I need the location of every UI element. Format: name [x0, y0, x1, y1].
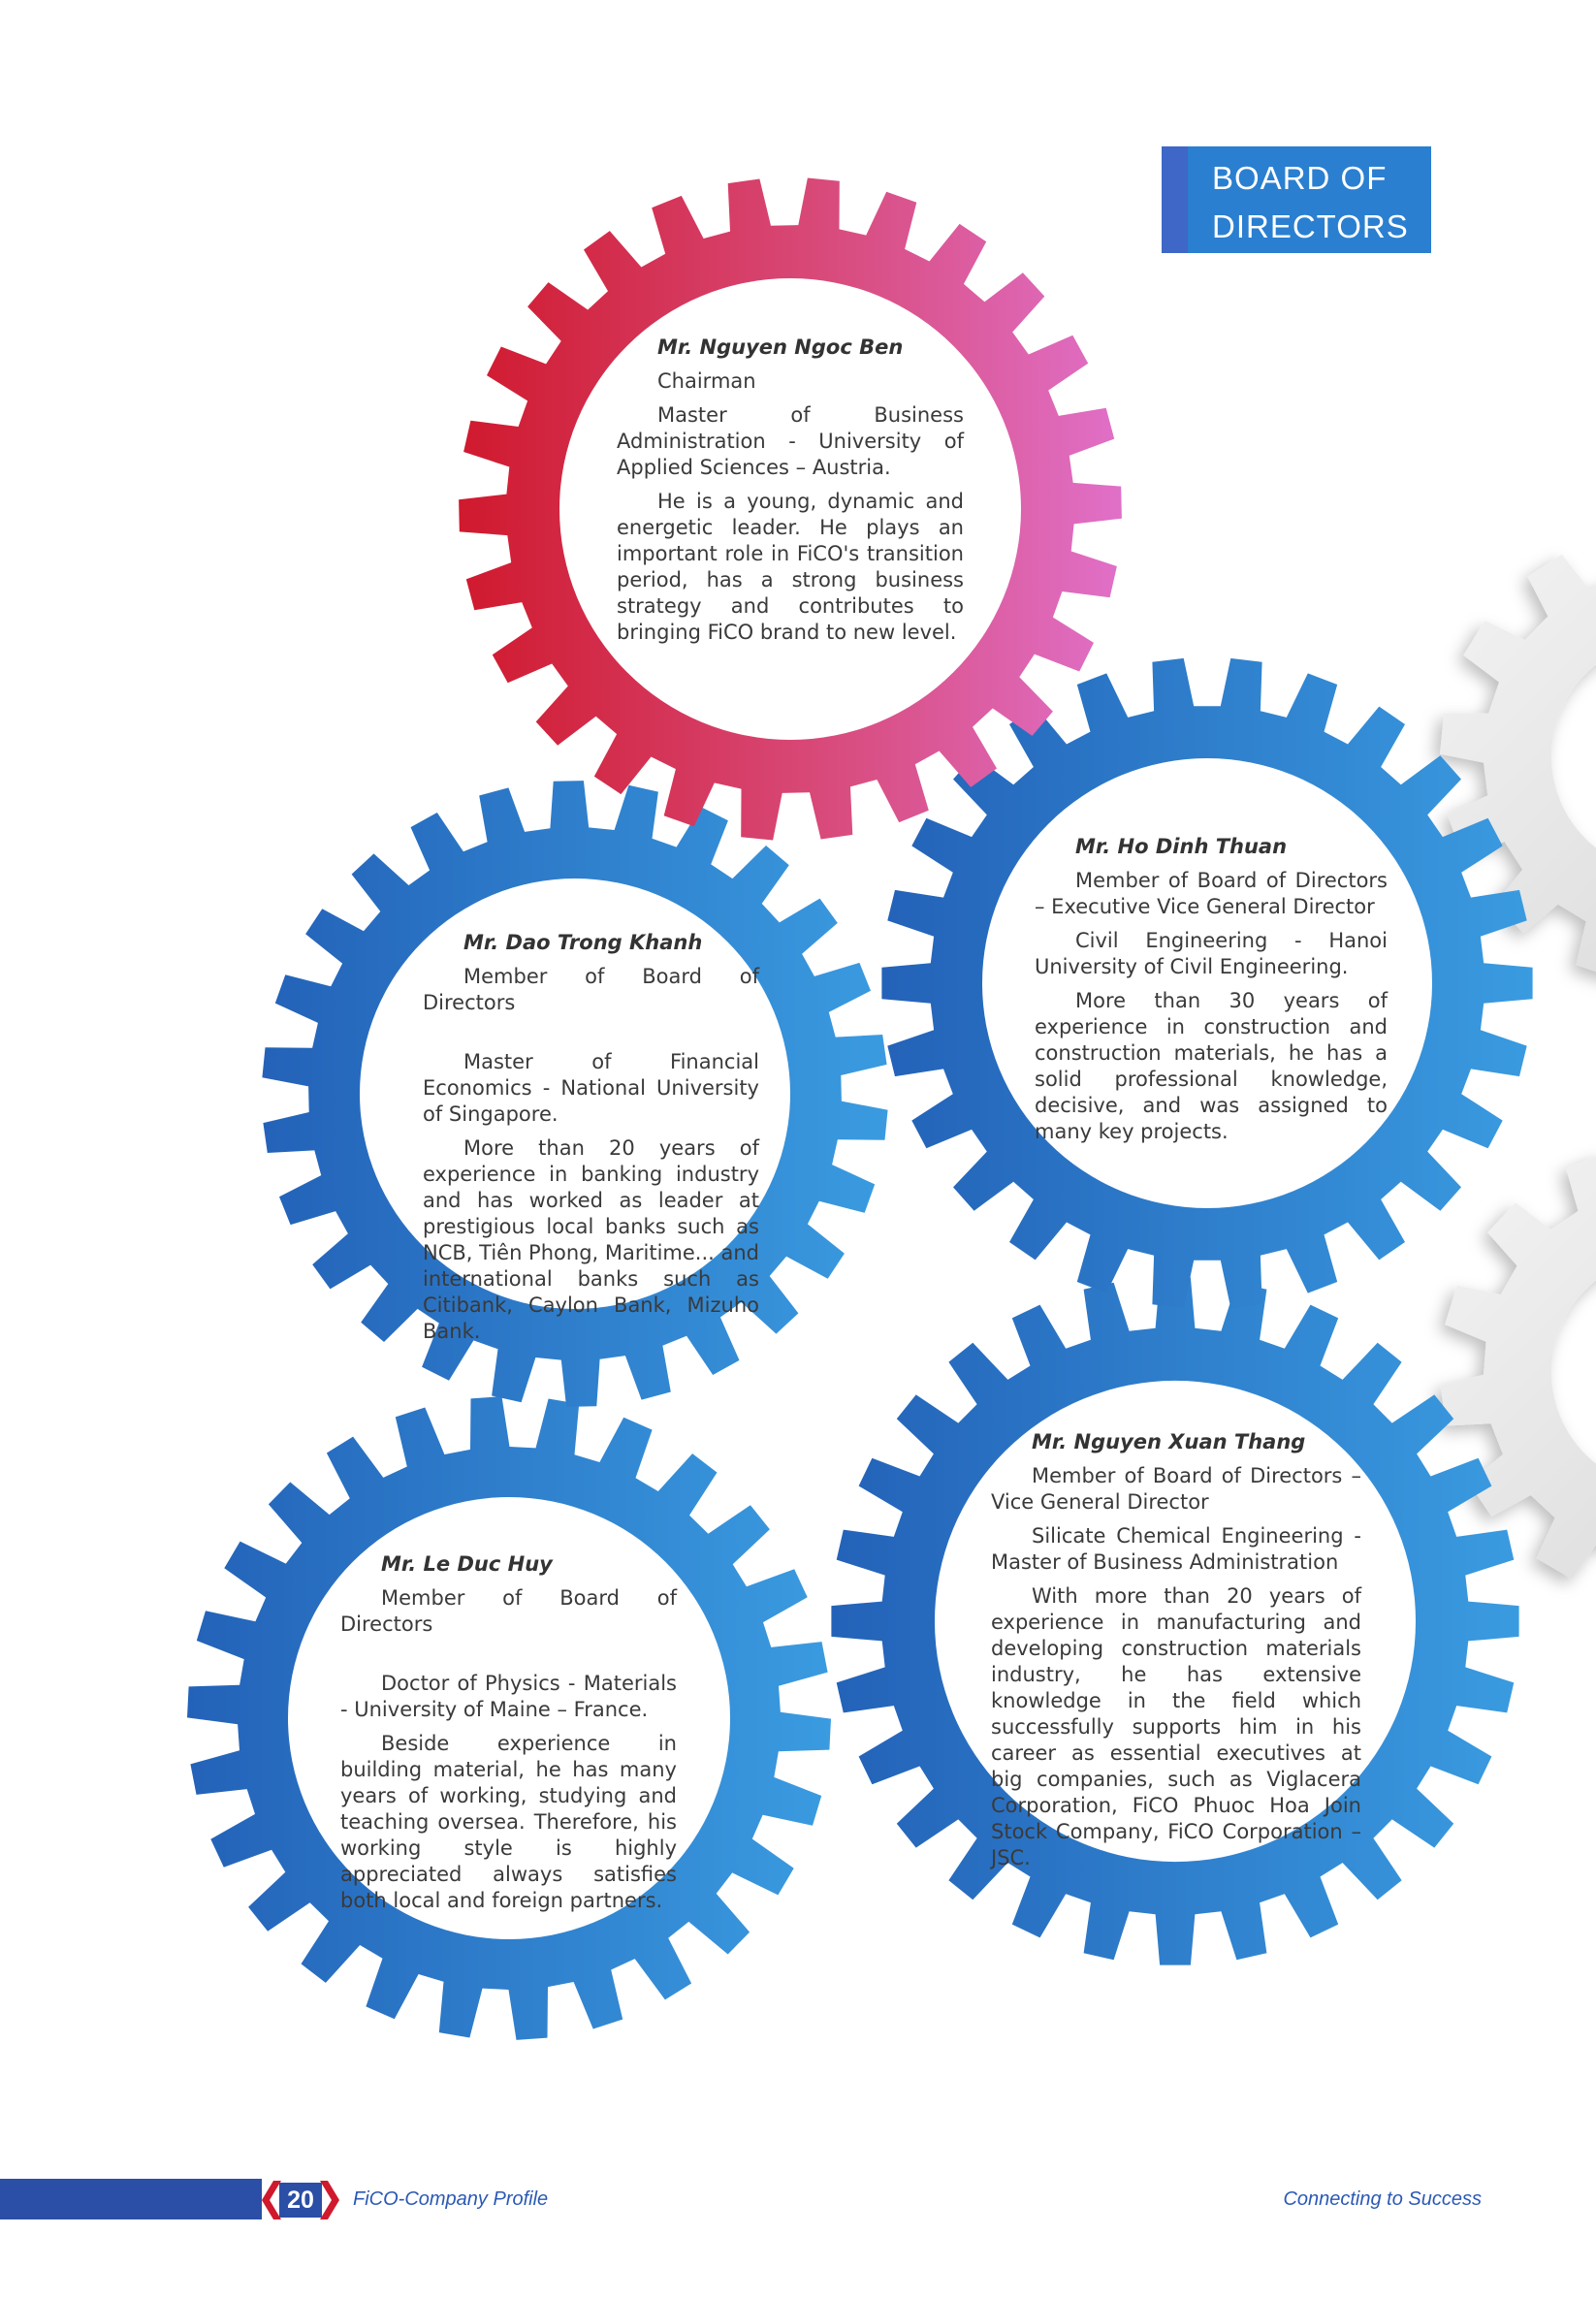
- director-role: Member of Board of Directors – Vice General Director: [991, 1464, 1361, 1514]
- section-title-line1: BOARD OF: [1212, 160, 1388, 196]
- director-education: Doctor of Physics - Materials - University of Maine – France.: [340, 1672, 677, 1721]
- director-description: More than 20 years of experience in banking industry and has worked as leader at prestigious local banks such as NCB, Tiên Phong, Maritime... and international banks such as Citibank, Caylon Bank, Mizuho Bank.: [423, 1136, 759, 1343]
- director-description: He is a young, dynamic and energetic leader. He plays an important role in FiCO's transition period, has a strong business strategy and contributes to bringing FiCO brand to new level.: [617, 490, 964, 644]
- director-role: Chairman: [657, 369, 756, 393]
- director-bio-thang: [991, 1429, 1361, 1879]
- director-role: Member of Board of Directors – Executive Vice General Director: [1035, 869, 1388, 918]
- director-education: Silicate Chemical Engineering - Master of Business Administration: [991, 1524, 1361, 1574]
- publication-title: FiCO-Company Profile: [353, 2188, 549, 2210]
- director-name: Mr. Nguyen Xuan Thang: [1032, 1430, 1306, 1453]
- director-bio-khanh: [423, 930, 759, 1353]
- director-bio-ben: [617, 335, 964, 654]
- director-role: Member of Board of Directors: [423, 965, 759, 1014]
- director-name: Mr. Ho Dinh Thuan: [1075, 835, 1288, 858]
- section-title-line2: DIRECTORS: [1212, 208, 1409, 244]
- page-footer: [0, 2177, 1596, 2225]
- page-number: 20: [287, 2187, 314, 2214]
- director-description: Beside experience in building material, he has many years of working, studying and teaching oversea. Therefore, his working style is highly appreciated always satisfies both local and foreign partners.: [340, 1732, 677, 1912]
- title-accent-bar: [1162, 146, 1188, 253]
- director-education: Civil Engineering - Hanoi University of Civil Engineering.: [1035, 929, 1388, 978]
- director-description: With more than 20 years of experience in manufacturing and developing construction materials industry, he has extensive knowledge in the field which successfully supports him in his career as essential executives at big companies, such as Viglacera Corporation, FiCO Phuoc Hoa Join Stock Company, FiCO Corporation – JSC.: [991, 1584, 1361, 1869]
- director-name: Mr. Dao Trong Khanh: [463, 931, 703, 954]
- footer-bar: [0, 2179, 262, 2219]
- director-description: More than 30 years of experience in construction and construction materials, he has a solid professional knowledge, decisive, and was assigned to many key projects.: [1035, 989, 1388, 1143]
- director-role: Member of Board of Directors: [340, 1586, 677, 1636]
- director-bio-thuan: [1035, 834, 1388, 1153]
- director-bio-huy: [340, 1551, 677, 1922]
- footer-slogan: Connecting to Success: [1283, 2188, 1482, 2210]
- director-education: Master of Business Administration - University of Applied Sciences – Austria.: [617, 403, 964, 479]
- director-name: Mr. Nguyen Ngoc Ben: [657, 335, 904, 359]
- director-name: Mr. Le Duc Huy: [381, 1552, 553, 1576]
- director-education: Master of Financial Economics - National University of Singapore.: [423, 1050, 759, 1126]
- section-title-box: [1162, 146, 1431, 253]
- gear-shape: [1440, 1144, 1596, 1600]
- decorative-gear-grey-lower: [1440, 1144, 1596, 1600]
